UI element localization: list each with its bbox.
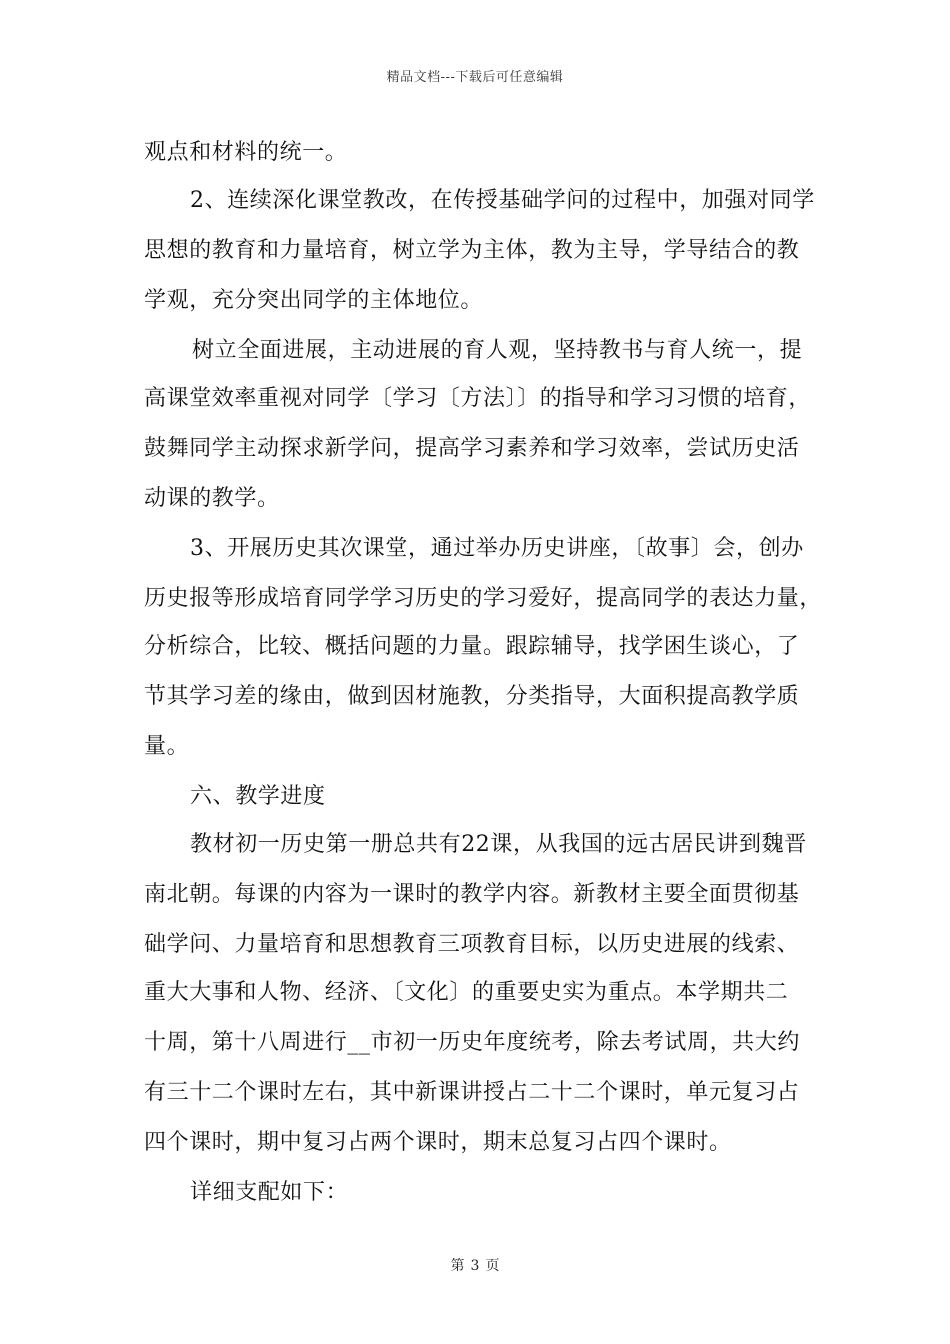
text-line: 有三十二个课时左右，其中新课讲授占二十二个课时，单元复习占 <box>144 1080 800 1105</box>
text-line: 高课堂效率重视对同学〔学习〔方法〕〕的指导和学习习惯的培育， <box>144 386 812 411</box>
text-line: 教材初一历史第一册总共有22课，从我国的远古居民讲到魏晋 <box>190 832 807 857</box>
text-line: 量。 <box>144 734 190 759</box>
text-line: 思想的教育和力量培育，树立学为主体，教为主导，学导结合的教 <box>144 238 800 263</box>
page-suffix: 页 <box>485 1258 500 1274</box>
text-line: 分析综合，比较、概括问题的力量。跟踪辅导，找学困生谈心，了 <box>144 634 800 659</box>
text-line: 详细支配如下： <box>190 1180 349 1205</box>
text-line: 观点和材料的统一。 <box>144 140 348 165</box>
text-line: 重大大事和人物、经济、〔文化〕的重要史实为重点。本学期共二 <box>144 980 789 1005</box>
page-prefix: 第 <box>450 1258 465 1274</box>
text-line: 南北朝。每课的内容为一课时的教学内容。新教材主要全面贯彻基 <box>144 882 800 907</box>
text-line: 历史报等形成培育同学学习历史的学习爱好，提高同学的表达力量， <box>144 586 823 611</box>
text-line: 础学问、力量培育和思想教育三项教育目标，以历史进展的线索、 <box>144 932 800 957</box>
page-footer <box>0 1255 950 1275</box>
text-line: 节其学习差的缘由，做到因材施教，分类指导，大面积提高教学质 <box>144 684 800 709</box>
text-line: 树立全面进展，主动进展的育人观，坚持教书与育人统一，提 <box>192 338 803 363</box>
text-line: 3、开展历史其次课堂，通过举办历史讲座，〔故事〕会，创办 <box>190 536 804 561</box>
text-line: 动课的教学。 <box>144 486 280 511</box>
text-line: 十周，第十八周进行__市初一历史年度统考，除去考试周，共大约 <box>144 1030 801 1055</box>
text-line: 鼓舞同学主动探求新学问，提高学习素养和学习效率，尝试历史活 <box>144 436 800 461</box>
text-line: 学观，充分突出同学的主体地位。 <box>144 288 484 313</box>
text-line: 四个课时，期中复习占两个课时，期末总复习占四个课时。 <box>144 1130 732 1155</box>
section-heading: 六、教学进度 <box>190 784 326 809</box>
page-number: 3 <box>470 1258 480 1274</box>
text-line: 2、连续深化课堂教改，在传授基础学问的过程中，加强对同学 <box>190 188 815 213</box>
page-header: 精品文档---下载后可任意编辑 <box>386 70 564 85</box>
